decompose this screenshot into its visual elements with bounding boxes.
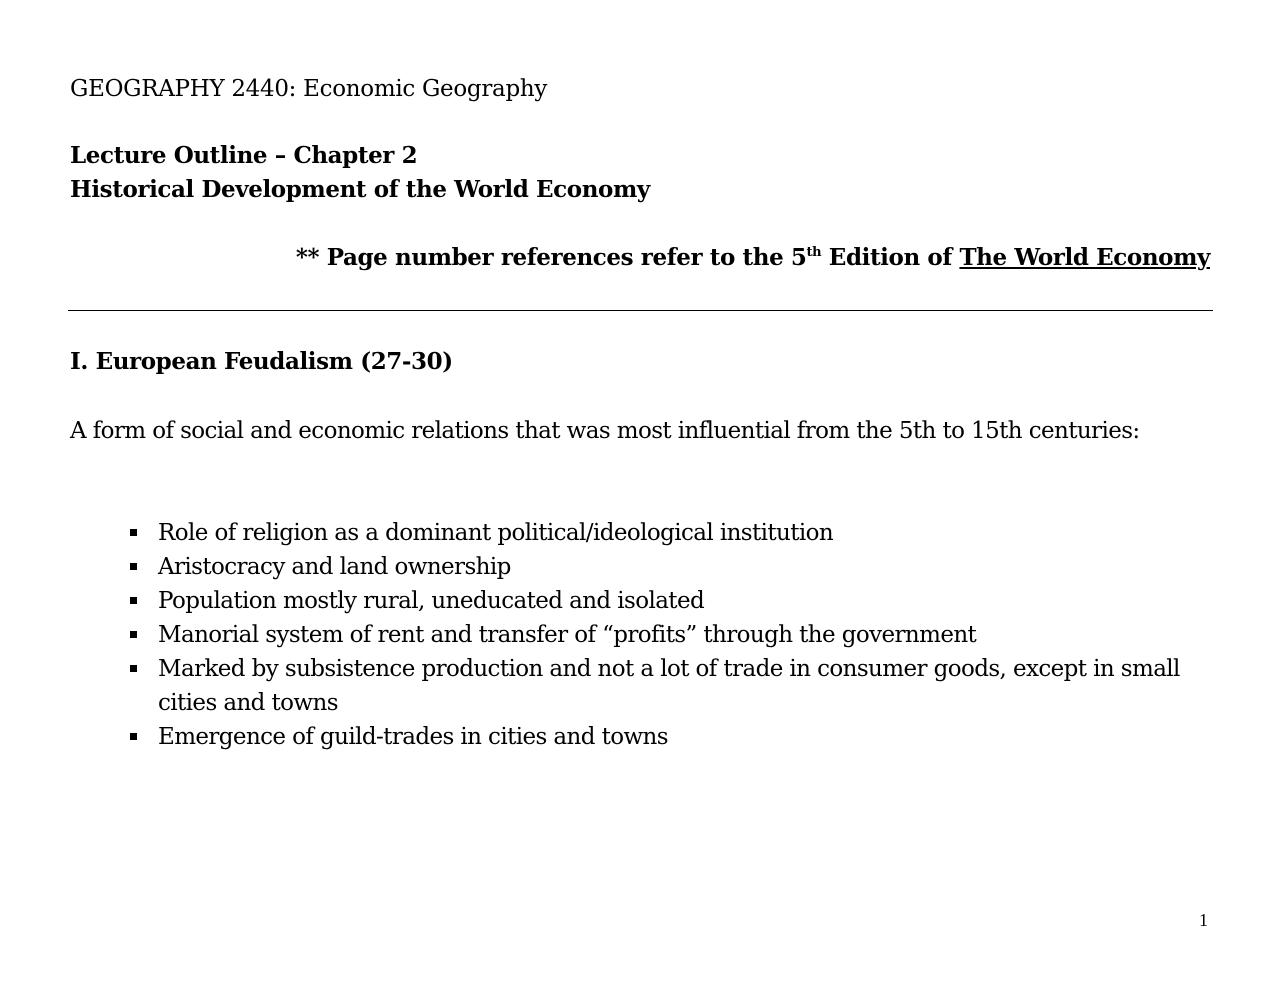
lecture-outline-title: Lecture Outline – Chapter 2 <box>70 142 418 169</box>
list-item-text: Role of religion as a dominant political/ideological institution <box>158 520 834 546</box>
list-item-text: Aristocracy and land ownership <box>158 554 511 580</box>
list-item <box>70 618 1210 652</box>
list-item-text: Emergence of guild-trades in cities and towns <box>158 724 668 750</box>
course-title: GEOGRAPHY 2440: Economic Geography <box>70 76 548 102</box>
square-bullet-icon <box>130 597 137 604</box>
list-item <box>70 720 1210 754</box>
lecture-subtitle: Historical Development of the World Economy <box>70 176 650 203</box>
list-item-text: Marked by subsistence production and not a lot of trade in consumer goods, except in small cities and towns <box>158 656 1180 716</box>
list-item <box>70 652 1210 720</box>
square-bullet-icon <box>130 529 137 536</box>
page-number: 1 <box>1199 910 1208 930</box>
page-note-middle: Edition of <box>821 244 960 271</box>
page-reference-note <box>296 241 1210 275</box>
section-intro: A form of social and economic relations that was most influential from the 5th to 15th centuries: <box>70 418 1140 444</box>
list-item <box>70 584 1210 618</box>
page-note-prefix: ** Page number references refer to the 5 <box>295 244 807 271</box>
list-item <box>70 516 1210 550</box>
square-bullet-icon <box>130 563 137 570</box>
edition-superscript: th <box>806 245 822 260</box>
section-heading: I. European Feudalism (27-30) <box>70 348 453 375</box>
list-item <box>70 550 1210 584</box>
bullet-list <box>70 516 1210 754</box>
horizontal-divider <box>68 310 1213 311</box>
square-bullet-icon <box>130 631 137 638</box>
square-bullet-icon <box>130 733 137 740</box>
book-title: The World Economy <box>959 244 1210 271</box>
list-item-text: Population mostly rural, uneducated and isolated <box>158 588 705 614</box>
square-bullet-icon <box>130 665 137 672</box>
list-item-text: Manorial system of rent and transfer of “profits” through the government <box>158 622 977 648</box>
